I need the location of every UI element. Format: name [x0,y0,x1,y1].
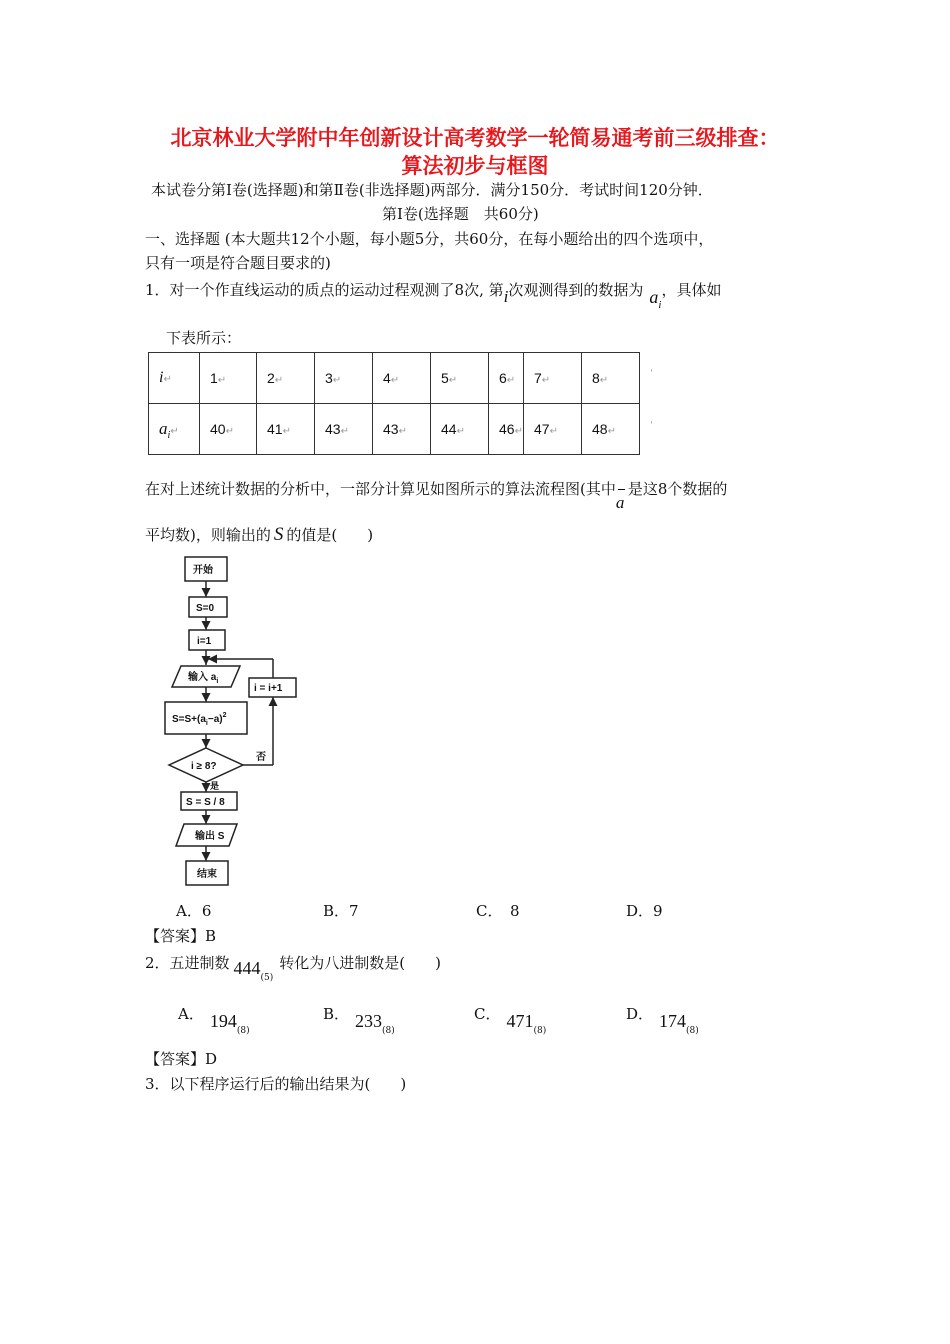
init-i-label: i=1 [197,636,212,647]
row-end-mark: ˌ [650,414,653,425]
table-cell: 44↵ [431,404,489,455]
var-a-subscript: i [658,299,662,311]
q2-answer: 【答案】D [145,1050,218,1068]
title-line-1: 北京林业大学附中年创新设计高考数学一轮简易通考前三级排查： [170,125,780,150]
var-i: i [503,287,509,306]
table-cell: 5↵ [431,353,489,404]
q2-number: 444 [233,958,261,978]
section-instruction-2: 只有一项是符合题目要求的) [145,254,331,272]
input-label: 输入 $a_i$ [188,672,219,685]
q1-table-intro: 下表所示： [166,329,242,347]
q1-stem: 1．对一个作直线运动的质点的运动过程观测了8次, 第i次观测得到的数据为 $a_i$，具体如 [145,281,722,311]
var-S: S [273,524,284,545]
table-cell: 43↵ [373,404,431,455]
q1-analysis: 在对上述统计数据的分析中，一部分计算见如图所示的算法流程图(其中 a 是这8个数据的 [145,480,728,512]
section-instruction-1: 一、选择题 (本大题共12个小题，每小题5分，共60分，在每小题给出的四个选项中， [145,230,714,248]
intro-text: 本试卷分第Ⅰ卷(选择题)和第Ⅱ卷(非选择题)两部分．满分150分．考试时间120分钟． [151,181,713,199]
table-cell: 40↵ [200,404,257,455]
table-cell: 3↵ [315,353,373,404]
yes-label: 是 [210,781,220,791]
q2-stem: 2．五进制数 $444_{(5)}$转化为八进制数是( ) [145,954,442,983]
end-label: 结束 [197,869,217,880]
row-end-mark: ˌ [650,362,653,373]
a-bar: a [616,480,628,494]
table-cell: 2↵ [257,353,315,404]
table-cell: 46↵ [489,404,524,455]
q1-option-d: D．9 [626,902,663,920]
q2-option-d: D． $174_{(8)}$ [626,1005,699,1036]
no-label: 否 [256,752,266,763]
q3-stem: 3．以下程序运行后的输出结果为( ) [145,1075,407,1093]
table-cell: 43↵ [315,404,373,455]
table-cell: 4↵ [373,353,431,404]
q1-option-a: A．6 [176,902,212,920]
increment-label: i = i+1 [254,683,283,694]
table-cell: 1↵ [200,353,257,404]
q1-option-c: C． 8 [476,902,520,920]
q1-question: 平均数)，则输出的 S 的值是( ) [145,524,374,545]
table-cell: i↵ [149,353,200,404]
table-cell: 41↵ [257,404,315,455]
q2-option-c: C． $471_{(8)}$ [474,1005,547,1036]
update-label: $S=S+(a_i-a)^2$ [172,712,227,727]
var-a: a [649,287,659,307]
title-line-2: 算法初步与框图 [401,153,549,178]
table-cell: 6↵ [489,353,524,404]
decision-label: i ≥ 8? [191,761,217,772]
q2-base: (5) [260,973,274,983]
q1-answer: 【答案】B [145,927,217,945]
q2-option-b: B． $233_{(8)}$ [323,1005,395,1036]
table-cell: $a_i↵$ [149,404,200,455]
divide-label: S = S / 8 [186,797,225,808]
start-label: 开始 [193,565,213,576]
init-s-label: S=0 [196,603,215,614]
q1-option-b: B．7 [323,902,359,920]
table-cell: 8↵ [582,353,640,404]
table-cell: 48↵ [582,404,640,455]
output-label: 输出 S [195,831,225,842]
part1-heading: 第Ⅰ卷(选择题 共60分) [382,205,539,223]
table-cell: 47↵ [524,404,582,455]
q2-option-a: A． $194_{(8)}$ [178,1005,250,1036]
table-cell: 7↵ [524,353,582,404]
